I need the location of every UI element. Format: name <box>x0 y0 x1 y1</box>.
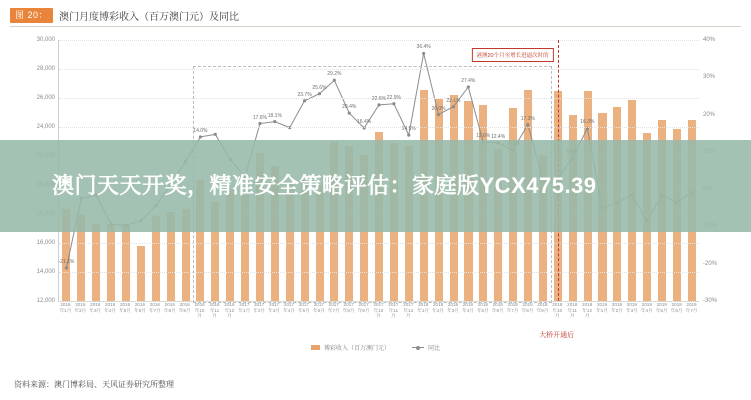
source-note: 资料来源：澳门博彩局、天风证券研究所整理 <box>14 380 174 389</box>
y2-axis-tick: -30% <box>703 298 718 304</box>
x-axis-tick: 2018年11月 <box>567 302 578 319</box>
x-axis-tick: 2018年12月 <box>582 302 593 319</box>
yoy-point <box>273 120 276 123</box>
y-axis-tick: 14,000 <box>36 269 55 275</box>
data-label: 36.4% <box>416 44 431 51</box>
yoy-point <box>526 123 529 126</box>
x-axis-tick: 2019年3月 <box>626 302 638 313</box>
yoy-point <box>407 133 410 136</box>
y-axis-tick: 26,000 <box>36 95 55 101</box>
bar-swatch-icon <box>311 345 320 350</box>
x-axis-tick: 2018年5月 <box>476 302 489 313</box>
x-axis-tick: 2017年11月 <box>388 302 399 319</box>
x-axis-tick: 2017年2月 <box>253 302 266 313</box>
data-label: 16.4% <box>357 118 372 125</box>
figure-number-badge: 图 20： <box>10 8 53 23</box>
x-axis-tick: 2018年8月 <box>521 302 534 313</box>
x-axis-tick: 2018年6月 <box>491 302 504 313</box>
x-axis-tick: 2017年7月 <box>327 302 340 313</box>
x-axis-tick: 2016年1月 <box>59 302 72 313</box>
overlay-banner <box>0 140 751 232</box>
gridline <box>59 243 699 244</box>
yoy-point <box>258 122 261 125</box>
x-axis-tick: 2018年3月 <box>447 302 459 313</box>
x-axis-tick: 2018年10月 <box>552 302 563 319</box>
yoy-point <box>467 85 470 88</box>
x-axis-tick: 2016年9月 <box>178 302 191 313</box>
x-axis-tick: 2016年7月 <box>149 302 161 313</box>
data-label: 16.3% <box>580 119 595 126</box>
data-label: 17.6% <box>252 114 268 121</box>
data-label: 12.6% <box>476 133 491 140</box>
overlay-headline: 澳门天天开奖，精准安全策略评估：家庭版YCX475.39 <box>52 173 597 198</box>
x-axis-tick: 2017年4月 <box>283 302 295 313</box>
legend-label-line: 同比 <box>428 346 441 352</box>
x-axis-tick: 2019年6月 <box>670 302 683 313</box>
y2-axis-tick: 40% <box>703 37 716 43</box>
x-axis-tick: 2016年6月 <box>134 302 146 313</box>
y2-axis-tick: 30% <box>703 74 716 81</box>
x-axis-tick: 2017年3月 <box>268 302 281 313</box>
yoy-point <box>348 111 351 114</box>
data-label: 14.5% <box>401 126 416 133</box>
x-axis-tick: 2018年1月 <box>417 302 430 313</box>
x-axis-tick: 2016年11月 <box>209 302 220 319</box>
yoy-point <box>214 133 217 136</box>
data-label: 23.7% <box>297 91 312 98</box>
event-footer-label: 大桥开通后 <box>539 332 575 339</box>
y-axis-tick: 28,000 <box>36 66 55 72</box>
x-axis-tick: 2016年8月 <box>163 302 176 313</box>
data-label: 22.1% <box>446 97 461 104</box>
y2-axis-tick: 20% <box>703 111 716 118</box>
legend-label-bar: 博彩收入（百万澳门元） <box>323 346 390 352</box>
yoy-point <box>392 102 395 105</box>
gridline <box>59 272 699 273</box>
chart-legend <box>10 343 741 352</box>
x-axis-tick: 2016年12月 <box>224 302 235 319</box>
y-axis-tick: 16,000 <box>36 240 55 246</box>
legend-item-bar <box>311 343 390 352</box>
data-label: 12.4% <box>490 133 506 140</box>
x-axis-tick: 2017年10月 <box>373 302 384 319</box>
x-axis-tick: 2016年4月 <box>104 302 117 313</box>
data-label: 22.6% <box>371 95 387 102</box>
x-axis-tick: 2018年9月 <box>536 302 549 313</box>
y-axis-tick: 30,000 <box>36 37 55 43</box>
x-axis-tick: 2019年7月 <box>685 302 698 313</box>
x-axis-tick: 2019年5月 <box>655 302 668 313</box>
x-axis-tick: 2018年7月 <box>506 302 519 313</box>
x-axis-tick: 2017年6月 <box>312 302 325 313</box>
x-axis-tick: 2018年2月 <box>432 302 444 313</box>
x-axis-tick: 2017年9月 <box>357 302 370 313</box>
data-label: 17.3% <box>520 115 535 122</box>
x-axis-tick: 2019年2月 <box>611 302 623 313</box>
x-axis-tick: 2019年4月 <box>640 302 653 313</box>
x-axis-tick: 2019年1月 <box>596 302 608 313</box>
x-axis-tick: 2016年10月 <box>194 302 205 319</box>
x-axis-tick: 2017年8月 <box>342 302 355 313</box>
yoy-point <box>318 92 321 95</box>
gridline <box>59 40 699 41</box>
event-annotation-box: 港澳20个月至增长进逼次时的 <box>471 48 553 62</box>
x-axis-tick: 2017年12月 <box>403 302 414 319</box>
data-label: 18.1% <box>267 112 282 119</box>
x-axis-tick: 2016年5月 <box>119 302 131 313</box>
data-label: 27.4% <box>461 77 476 84</box>
yoy-point <box>377 103 380 106</box>
data-label: 29.2% <box>327 71 342 78</box>
x-axis-tick: 2016年2月 <box>74 302 87 313</box>
yoy-point <box>333 79 336 82</box>
x-axis-tick: 2018年4月 <box>462 302 474 313</box>
data-label: 25.6% <box>312 84 327 91</box>
yoy-point <box>422 52 425 55</box>
x-axis-tick: 2017年1月 <box>238 302 251 313</box>
y-axis-tick: 24,000 <box>36 124 55 130</box>
y-axis-tick: 12,000 <box>36 298 55 304</box>
yoy-point <box>65 266 68 269</box>
yoy-point <box>199 135 202 138</box>
data-label: 22.9% <box>386 94 401 101</box>
yoy-point <box>303 99 306 102</box>
data-label: 14.0% <box>193 127 208 134</box>
yoy-point <box>452 105 455 108</box>
legend-item-line <box>412 343 440 352</box>
data-label: 20.4% <box>342 104 357 111</box>
gridline <box>59 69 699 70</box>
figure-title: 澳门月度博彩收入（百万澳门元）及同比 <box>59 11 240 23</box>
yoy-point <box>437 113 440 116</box>
x-axis-labels <box>58 302 699 324</box>
x-axis-tick: 2017年5月 <box>298 302 310 313</box>
data-label: -21.1% <box>58 258 75 265</box>
x-axis-tick: 2016年3月 <box>89 302 102 313</box>
data-label: 20.0% <box>431 105 446 112</box>
line-swatch-icon <box>412 347 424 348</box>
figure-header <box>10 4 741 27</box>
gridline <box>59 127 699 128</box>
y2-axis-tick: -20% <box>703 260 718 267</box>
